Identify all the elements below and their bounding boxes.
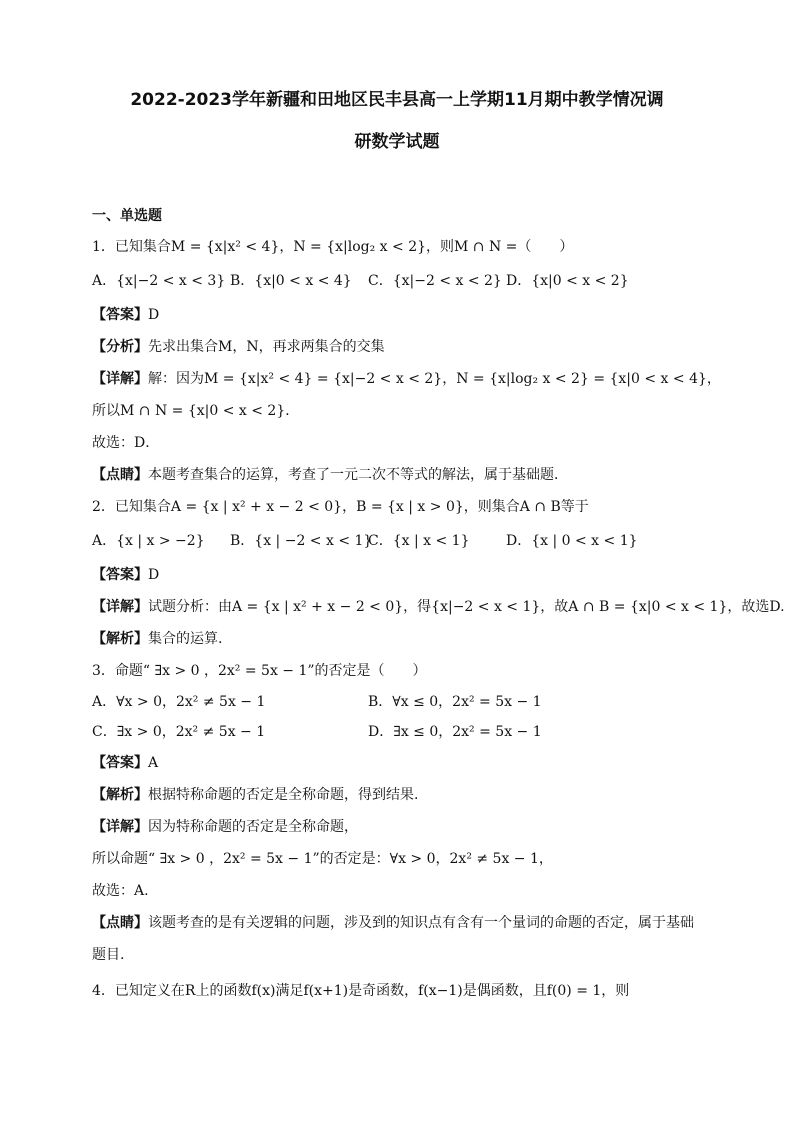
- q3-options-row-2: [92, 717, 702, 747]
- q1-option-c: C．{x|−2 < x < 2}: [368, 273, 502, 289]
- section-heading: 一、单选题: [92, 208, 162, 224]
- q1-options: [92, 263, 702, 299]
- document-title: [92, 0, 702, 163]
- q1-choose: 故选：D．: [92, 435, 160, 451]
- q2-analysis: [92, 623, 702, 655]
- q3-answer: [92, 747, 702, 779]
- answer-tag: 【答案】: [92, 307, 148, 323]
- q3-analysis: [92, 779, 702, 811]
- q2-option-c: C．{x | x < 1}: [368, 533, 470, 549]
- q2-options: [92, 523, 702, 559]
- analysis-tag: 【解析】: [92, 631, 148, 647]
- q1-detail-2: 所以M ∩ N = {x|0 < x < 2}．: [92, 403, 300, 419]
- q4-stem: 4．已知定义在R上的函数f(x)满足f(x+1)是奇函数，f(x−1)是偶函数，且f(0) = 1，则: [92, 983, 630, 999]
- q3-option-d: D．∃x ≤ 0，2x² = 5x − 1: [368, 724, 542, 740]
- detail-tag: 【详解】: [92, 819, 148, 835]
- detail-text: 因为特称命题的否定是全称命题，: [148, 819, 358, 835]
- q2-option-d: D．{x | 0 < x < 1}: [506, 533, 638, 549]
- q2-option-b: B．{x | −2 < x < 1}: [230, 533, 373, 549]
- q3-detail: [92, 811, 702, 843]
- title-line-1: 2022-2023学年新疆和田地区民丰县高一上学期11月期中教学情况调: [130, 90, 664, 110]
- detail-tag: 【详解】: [92, 371, 148, 387]
- analysis-tag: 【解析】: [92, 787, 148, 803]
- answer-tag: 【答案】: [92, 567, 148, 583]
- q3-choose: 故选：A.: [92, 883, 149, 899]
- title-line-2: 研数学试题: [354, 132, 440, 152]
- answer-value: D: [148, 567, 160, 583]
- q3-option-c: C．∃x > 0，2x² ≠ 5x − 1: [92, 724, 266, 740]
- q2-option-a: A．{x | x > −2}: [92, 533, 205, 549]
- q3-stem: 3．命题“ ∃x > 0 ，2x² = 5x − 1”的否定是（ ）: [92, 663, 427, 679]
- comment-text: 本题考查集合的运算，考查了一元二次不等式的解法，属于基础题．: [148, 467, 568, 483]
- comment-tag: 【点睛】: [92, 915, 148, 931]
- q1-option-d: D．{x|0 < x < 2}: [506, 273, 629, 289]
- analysis-text: 集合的运算.: [148, 631, 223, 647]
- q1-option-b: B．{x|0 < x < 4}: [230, 273, 352, 289]
- q2-stem: 2．已知集合A = {x | x² + x − 2 < 0}，B = {x | x > 0}，则集合A ∩ B等于: [92, 499, 589, 515]
- q1-detail: [92, 363, 721, 395]
- analysis-text: 先求出集合M，N，再求两集合的交集: [148, 339, 385, 355]
- q3-option-b: B．∀x ≤ 0，2x² = 5x − 1: [368, 694, 542, 710]
- answer-value: A: [148, 755, 159, 771]
- q2-detail: [92, 591, 785, 623]
- comment-text: 该题考查的是有关逻辑的问题，涉及到的知识点有含有一个量词的命题的否定，属于基础题目.: [92, 915, 694, 963]
- q3-comment: [92, 907, 702, 971]
- q1-option-a: A．{x|−2 < x < 3}: [92, 273, 226, 289]
- q1-answer: [92, 299, 702, 331]
- q3-option-a: A．∀x > 0，2x² ≠ 5x − 1: [92, 694, 266, 710]
- detail-tag: 【详解】: [92, 599, 148, 615]
- analysis-text: 根据特称命题的否定是全称命题，得到结果.: [148, 787, 419, 803]
- detail-text: 解：因为M = {x|x² < 4} = {x|−2 < x < 2}，N = {x|log₂ x < 2} = {x|0 < x < 4}，: [148, 371, 721, 387]
- q3-detail-2: 所以命题“ ∃x > 0 ，2x² = 5x − 1”的否定是：∀x > 0，2x² ≠ 5x − 1，: [92, 851, 553, 867]
- q3-options-row-1: [92, 687, 702, 717]
- q2-answer: [92, 559, 702, 591]
- comment-tag: 【点睛】: [92, 467, 148, 483]
- analysis-tag: 【分析】: [92, 339, 148, 355]
- answer-tag: 【答案】: [92, 755, 148, 771]
- q1-comment: [92, 459, 702, 491]
- q1-stem: 1．已知集合M = {x|x² < 4}，N = {x|log₂ x < 2}，则M ∩ N =（ ）: [92, 239, 574, 255]
- q1-analysis: [92, 331, 702, 363]
- answer-value: D: [148, 307, 160, 323]
- detail-text: 试题分析：由A = {x | x² + x − 2 < 0}，得{x|−2 < x < 1}，故A ∩ B = {x|0 < x < 1}，故选D.: [148, 599, 785, 615]
